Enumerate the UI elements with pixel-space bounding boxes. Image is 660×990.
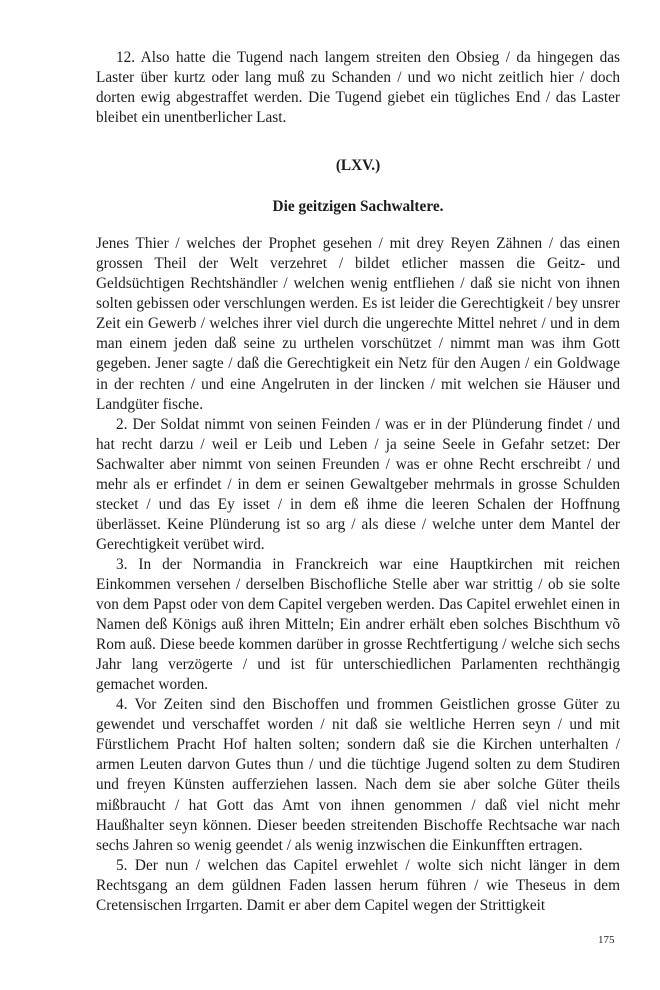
- top-paragraph: 12. Also hatte die Tugend nach langem streiten den Obsieg / da hingegen das Laster über kurtz oder lang muß zu Schanden / und wo nicht zeitlich hier / doch dorten ewig abgestraffet werden. Die Tugend giebet ein tügliches End / das Laster bleibet ein unentberlicher Last.: [96, 49, 620, 127]
- page-number: 175: [598, 934, 615, 946]
- paragraph-4: 4. Vor Zeiten sind den Bischoffen und frommen Geistlichen grosse Güter zu gewendet und verschaffet worden / nit daß sie weltliche Herren seyn / und mit Fürstlichem Pracht Hof halten solten; sondern daß sie die Kirchen unterhalten / armen Leuten darvon Gutes thun / und die tüchtige Jugend solten zu dem Studiren und freyen Künsten aufferziehen lassen. Nach dem sie aber solche Güter theils mißbraucht / hat Gott das Amt von ihnen genommen / daß viel nicht mehr Haußhalter seyn können. Dieser beeden streitenden Bischoffe Rechtsache war nach sechs Jahren so wenig geendet / als wenig inzwischen die Einkunfften ertragen.: [96, 696, 620, 854]
- paragraph-2: 2. Der Soldat nimmt von seinen Feinden / was er in der Plünderung findet / und hat recht darzu / weil er Leib und Leben / ja seine Seele in Gefahr setzet: Der Sachwalter aber nimmt von seinen Freunden / was er ohne Recht erschreibt / und mehr als er erfindet / in dem er seinen Gewaltgeber mehrmals in grosse Schulden stecket / und das Ey isset / in dem eß ihme die leeren Schalen der Hoffnung überlässet. Keine Plünderung ist so arg / als diese / welche unter dem Mantel der Gerechtigkeit verübet wird.: [96, 415, 620, 553]
- paragraph-5: 5. Der nun / welchen das Capitel erwehlet / wolte sich nicht länger in dem Rechtsgang an dem güldnen Faden lassen herum führen / wie Theseus in dem Cretensischen Irrgarten. Damit er aber dem Capitel wegen der Strittigkeit: [96, 856, 620, 914]
- paragraph-3: 3. In der Normandia in Franckreich war eine Hauptkirchen mit reichen Einkommen versehen / derselben Bischofliche Stelle aber war strittig / ob sie solte von dem Papst oder von dem Capitel vergeben werden. Das Capitel erwehlet einen in Namen deß Königs auß ihren Mitteln; Ein andrer erhält eben solches Bischthum võ Rom auß. Diese beede kommen darüber in grosse Rechtfertigung / welche sich sechs Jahr lang verzögerte / und ist für unterschiedlichen Parlamenten rechthängig gemachet worden.: [96, 555, 620, 694]
- section-number: (LXV.): [335, 157, 381, 175]
- page-body: [96, 48, 620, 916]
- section-title: Die geitzigen Sachwaltere.: [272, 198, 444, 216]
- paragraph-intro: Jenes Thier / welches der Prophet gesehen / mit drey Reyen Zähnen / das einen grossen Theil der Welt verzehret / bildet etlicher massen die Geitz- und Geldsüchtigen Rechtshändler / welchen wenig entfliehen / daß sie nicht von ihnen solten gebissen oder verschlungen werden. Es ist leider die Gerechtigkeit / bey unsrer Zeit ein Gewerb / welches ihrer viel durch die ungerechte Mittel nehret / und in dem man einem jeden daß seine zu urthelen vorschützet / nimmt man was ihm Gott gegeben. Jener sagte / daß die Gerechtigkeit ein Netz für den Augen / ein Goldwage in der rechten / und eine Angelruten in der lincken / mit welchen sie Häuser und Landgüter fische.: [96, 235, 620, 413]
